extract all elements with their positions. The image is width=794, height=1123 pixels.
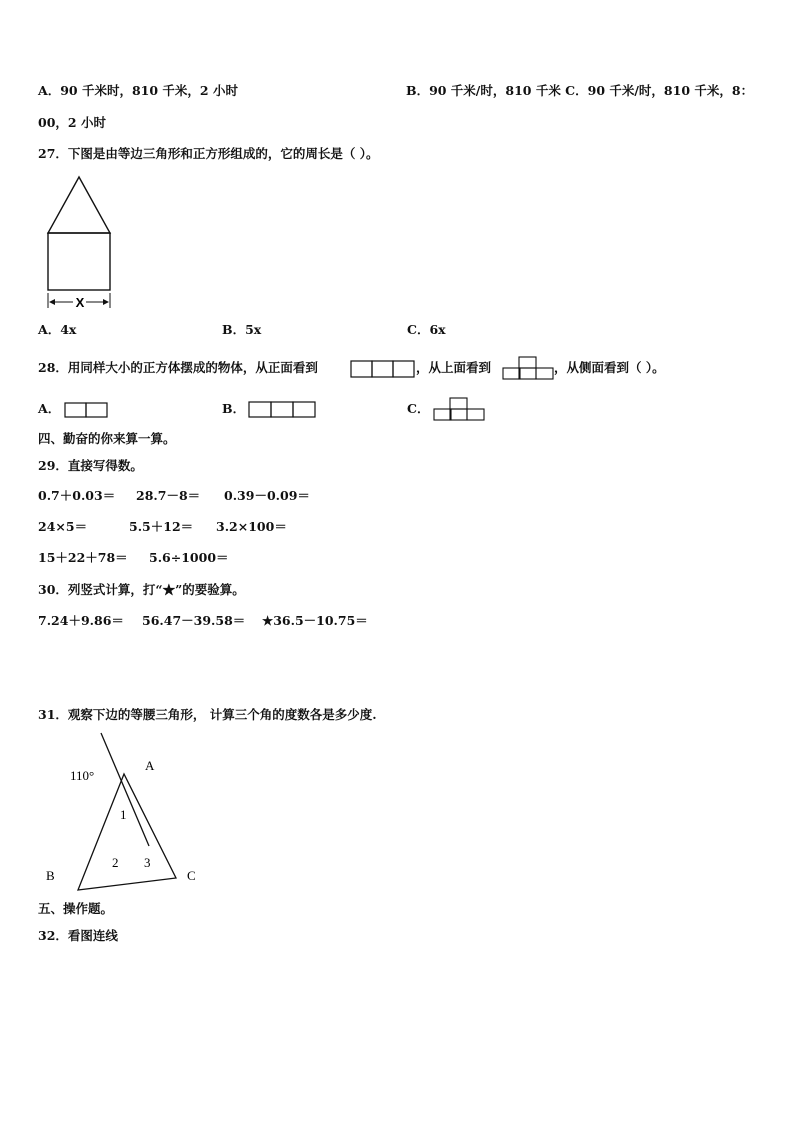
q29-item: 15＋22＋78＝ [38,550,128,565]
prev-option-bc: B．90 千米/时，810 千米 C．90 千米/时，810 千米，8： [406,83,754,98]
q29-text: 29．直接写得数。 [38,458,143,473]
q27-text: 27．下图是由等边三角形和正方形组成的，它的周长是（ ）。 [38,146,379,161]
q28-text-part3: ，从侧面看到（ ）。 [554,360,665,375]
vertex-a-label: A [145,758,155,773]
triangle-shape [48,177,110,233]
q29-item: 5.5＋12＝ [129,519,194,534]
q28-front-view-figure [350,360,416,378]
q29-item: 0.7＋0.03＝ [38,488,116,503]
section-5-heading: 五、操作题。 [38,901,114,916]
prev-option-continuation: 00，2 小时 [38,115,106,130]
q28-option-a-figure [64,401,110,419]
square-shape [48,233,110,290]
angle-3-label: 3 [144,855,151,870]
q28-option-c-figure [433,397,485,421]
q27-option-b: B．5x [222,322,262,337]
angle-2-label: 2 [112,855,119,870]
q27-house-figure [40,172,120,312]
q31-triangle-figure [40,728,210,898]
q28-text-part1: 28．用同样大小的正方体摆成的物体，从正面看到 [38,360,318,375]
q27-option-a: A．4x [38,322,77,337]
q30-item: 56.47－39.58＝ [142,613,246,628]
angle-110-label: 110° [70,768,95,783]
q28-option-b-figure [248,401,316,419]
q28-option-a: A． [38,401,61,416]
vertex-c-label: C [187,868,196,883]
q30-item: 7.24＋9.86＝ [38,613,124,628]
q28-option-b: B． [222,401,246,416]
angle-1-label: 1 [120,807,127,822]
q29-item: 3.2×100＝ [216,519,287,534]
q29-item: 0.39－0.09＝ [224,488,310,503]
q31-text: 31．观察下边的等腰三角形， 计算三个角的度数各是多少度. [38,707,377,722]
section-4-heading: 四、勤奋的你来算一算。 [38,431,176,446]
vertex-b-label: B [46,868,55,883]
q28-option-c: C． [407,401,430,416]
q29-item: 24×5＝ [38,519,88,534]
prev-option-a: A．90 千米时，810 千米，2 小时 [38,83,238,98]
q27-option-c: C．6x [407,322,446,337]
q29-item: 5.6÷1000＝ [149,550,229,565]
q28-top-view-figure [502,356,554,380]
q29-item: 28.7－8＝ [136,488,201,503]
q28-text-part2: ，从上面看到 [416,360,492,375]
isosceles-triangle [78,774,176,890]
extended-side-line [101,733,149,846]
q30-item: ★36.5－10.75＝ [262,613,368,628]
q32-text: 32．看图连线 [38,928,118,943]
dimension-label: X [75,295,85,310]
q30-text: 30．列竖式计算，打“★”的要验算。 [38,582,245,597]
